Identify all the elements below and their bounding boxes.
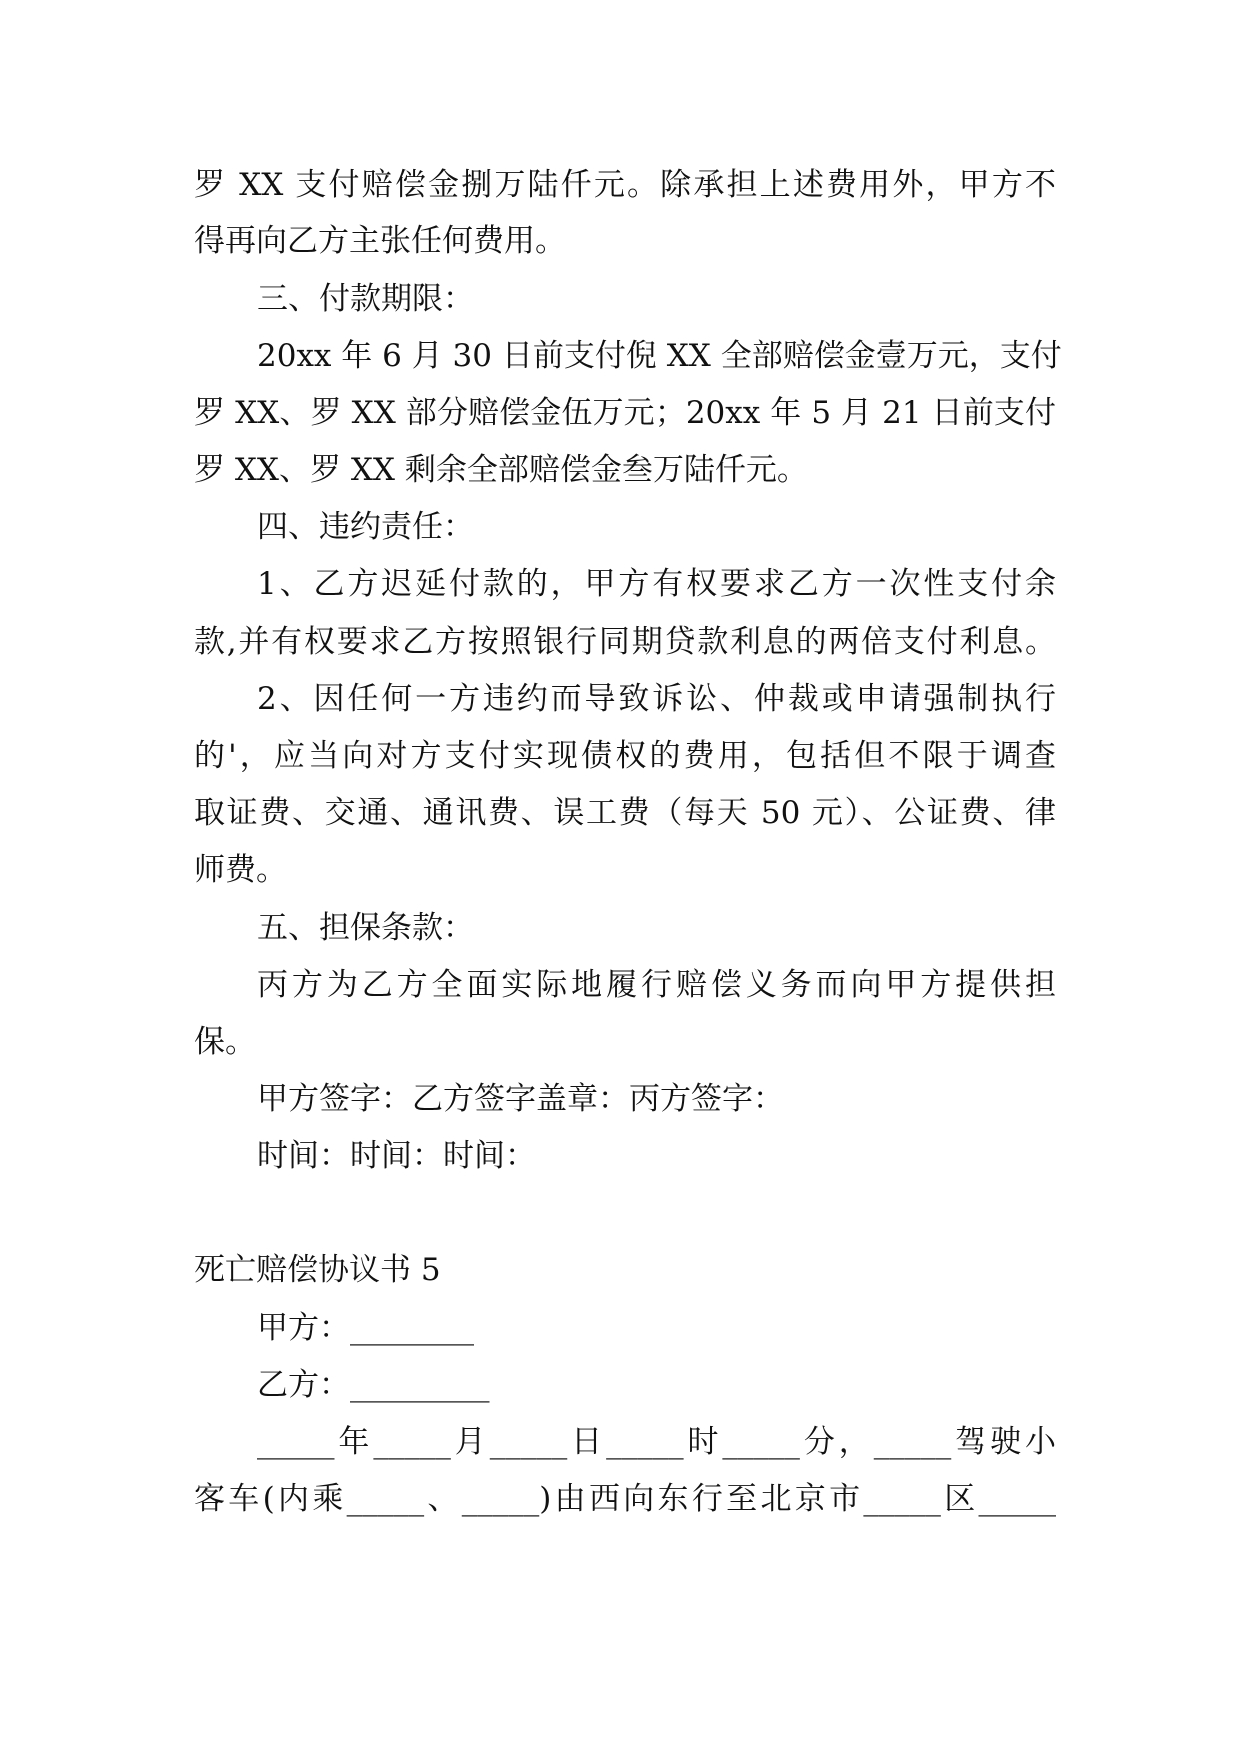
paragraph-line: 20xx 年 6 月 30 日前支付倪 XX 全部赔偿金壹万元，支付	[257, 338, 1062, 374]
paragraph-line: 罗 XX、罗 XX 剩余全部赔偿金叁万陆仟元。	[194, 452, 808, 488]
paragraph-line: 保。	[194, 1024, 256, 1060]
paragraph-line: 2、因任何一方违约而导致诉讼、仲裁或申请强制执行	[257, 681, 1056, 717]
paragraph-line: 取证费、交通、通讯费、误工费（每天 50 元）、公证费、律	[194, 795, 1056, 831]
paragraph-line: 1、乙方迟延付款的，甲方有权要求乙方一次性支付余	[257, 566, 1056, 602]
paragraph-line: 师费。	[194, 852, 287, 888]
signature-line: 甲方签字：乙方签字盖章：丙方签字：	[257, 1081, 784, 1117]
paragraph-line: 罗 XX、罗 XX 部分赔偿金伍万元；20xx 年 5 月 21 日前支付	[194, 395, 1056, 431]
party-b-line: 乙方：_________	[257, 1367, 490, 1403]
paragraph-line: 得再向乙方主张任何费用。	[194, 223, 566, 259]
paragraph-line: 罗 XX 支付赔偿金捌万陆仟元。除承担上述费用外，甲方不	[194, 167, 1056, 203]
section-heading-payment-term: 三、付款期限：	[257, 281, 474, 317]
time-line: 时间：时间：时间：	[257, 1138, 536, 1174]
document-title: 死亡赔偿协议书 5	[194, 1252, 441, 1288]
paragraph-line: 的'，应当向对方支付实现债权的费用，包括但不限于调查	[194, 738, 1056, 774]
paragraph-line: 客车(内乘_____、_____)由西向东行至北京市_____区_____	[194, 1481, 1056, 1517]
paragraph-line: 丙方为乙方全面实际地履行赔偿义务而向甲方提供担	[257, 967, 1056, 1003]
section-heading-breach: 四、违约责任：	[257, 509, 474, 545]
paragraph-line: _____年_____月_____日_____时_____分，_____驾驶小	[257, 1424, 1056, 1460]
section-heading-guarantee: 五、担保条款：	[257, 910, 474, 946]
party-a-line: 甲方：________	[257, 1310, 474, 1346]
paragraph-line: 款,并有权要求乙方按照银行同期贷款利息的两倍支付利息。	[194, 624, 1056, 660]
